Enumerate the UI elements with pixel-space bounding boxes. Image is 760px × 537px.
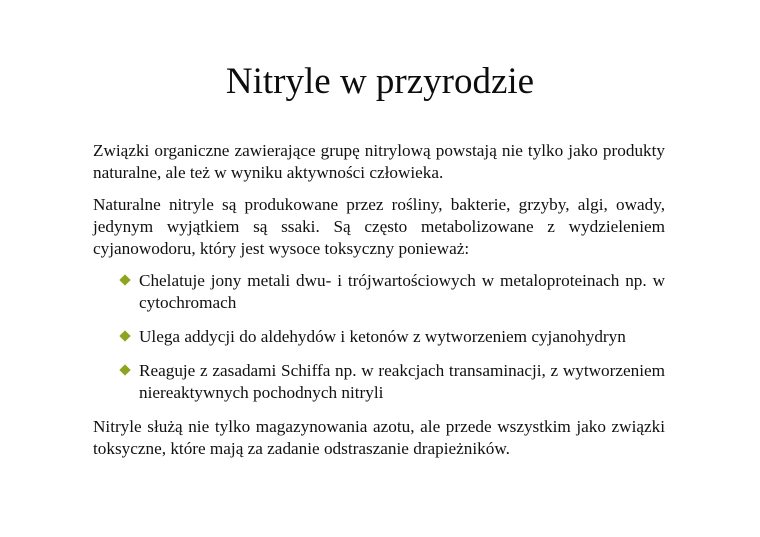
paragraph-closing: Nitryle służą nie tylko magazynowania azotu, ale przede wszystkim jako związki toksyczne, które mają za zadanie odstraszanie drapieżników. [93, 417, 665, 458]
slide-title: Nitryle w przyrodzie [225, 61, 535, 102]
toxicity-bullet-list [93, 270, 665, 404]
diamond-bullet-icon [119, 274, 130, 285]
bullet-text: Chelatuje jony metali dwu- i trójwartościowych w metaloproteinach np. w cytochromach [139, 271, 665, 312]
paragraph-natural-nitriles: Naturalne nitryle są produkowane przez rośliny, bakterie, grzyby, algi, owady, jedynym wyjątkiem są ssaki. Są często metabolizowane z wydzieleniem cyjanowodoru, który jest wysoce toksyczny ponieważ: [93, 195, 665, 258]
diamond-bullet-icon [119, 330, 130, 341]
list-item [93, 360, 665, 404]
slide-body [93, 140, 665, 470]
paragraph-intro: Związki organiczne zawierające grupę nitrylową powstają nie tylko jako produkty naturalne, ale też w wyniku aktywności człowieka. [93, 141, 665, 182]
bullet-text: Ulega addycji do aldehydów i ketonów z wytworzeniem cyjanohydryn [139, 327, 626, 346]
diamond-bullet-icon [119, 364, 130, 375]
list-item [93, 326, 665, 348]
bullet-text: Reaguje z zasadami Schiffa np. w reakcjach transaminacji, z wytworzeniem niereaktywnych pochodnych nitryli [139, 361, 665, 402]
list-item [93, 270, 665, 314]
